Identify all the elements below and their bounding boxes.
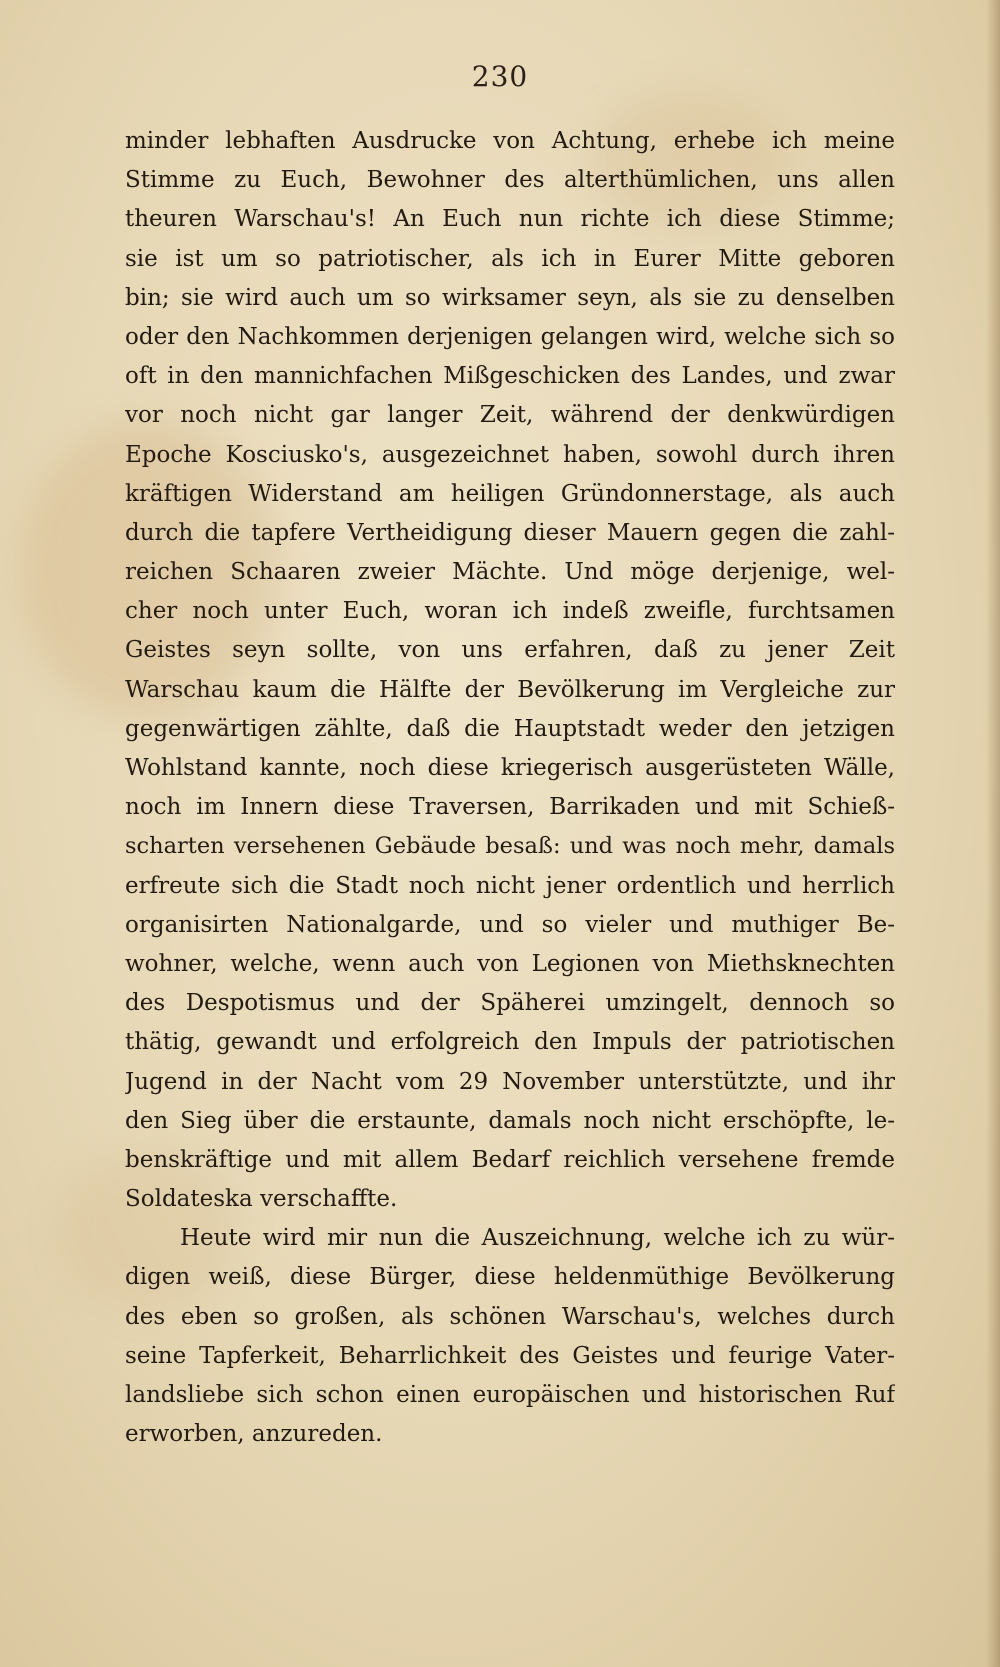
- text-line: bin; sie wird auch um so wirksamer seyn, als sie zu denselben: [125, 284, 895, 311]
- text-line: kräftigen Widerstand am heiligen Gründonnerstage, als auch: [125, 480, 895, 507]
- text-line: Warschau kaum die Hälfte der Bevölkerung im Vergleiche zur: [125, 676, 895, 703]
- text-line: landsliebe sich schon einen europäischen und historischen Ruf: [125, 1382, 895, 1408]
- text-line: reichen Schaaren zweier Mächte. Und möge derjenige, wel-: [125, 559, 895, 586]
- text-line: sie ist um so patriotischer, als ich in Eurer Mitte geboren: [125, 245, 895, 272]
- text-line: thätig, gewandt und erfolgreich den Impuls der patriotischen: [125, 1029, 895, 1056]
- text-line: Wohlstand kannte, noch diese kriegerisch ausgerüsteten Wälle,: [125, 755, 895, 781]
- text-line: vor noch nicht gar langer Zeit, während der denkwürdigen: [125, 402, 895, 429]
- text-line: des Despotismus und der Späherei umzingelt, dennoch so: [125, 990, 895, 1017]
- text-line: Epoche Kosciusko's, ausgezeichnet haben, sowohl durch ihren: [125, 441, 895, 468]
- text-line: erfreute sich die Stadt noch nicht jener ordentlich und herrlich: [125, 872, 895, 899]
- text-line: durch die tapfere Vertheidigung dieser Mauern gegen die zahl-: [125, 519, 895, 546]
- text-line-paragraph-start: Heute wird mir nun die Auszeichnung, welche ich zu wür-: [180, 1225, 895, 1252]
- page-number: 230: [471, 60, 529, 93]
- text-line: digen weiß, diese Bürger, diese heldenmüthige Bevölkerung: [125, 1264, 895, 1291]
- page-edge-shadow: [986, 0, 1000, 1667]
- text-line: cher noch unter Euch, woran ich indeß zweifle, furchtsamen: [125, 598, 895, 625]
- text-line-paragraph-end: Soldateska verschaffte.: [125, 1186, 398, 1213]
- text-line: noch im Innern diese Traversen, Barrikaden und mit Schieß-: [125, 794, 895, 821]
- text-line: oder den Nachkommen derjenigen gelangen wird, welche sich so: [125, 323, 895, 350]
- text-line: wohner, welche, wenn auch von Legionen von Miethsknechten: [125, 950, 895, 977]
- text-line: scharten versehenen Gebäude besaß: und was noch mehr, damals: [125, 833, 895, 860]
- text-line: minder lebhaften Ausdrucke von Achtung, erhebe ich meine: [125, 128, 895, 154]
- text-line: Jugend in der Nacht vom 29 November unterstützte, und ihr: [125, 1068, 895, 1095]
- text-line: theuren Warschau's! An Euch nun richte ich diese Stimme;: [125, 206, 895, 233]
- text-line: organisirten Nationalgarde, und so vieler und muthiger Be-: [125, 911, 895, 938]
- body-text: [125, 122, 895, 1454]
- text-line: benskräftige und mit allem Bedarf reichlich versehene fremde: [125, 1146, 895, 1173]
- text-line: seine Tapferkeit, Beharrlichkeit des Geistes und feurige Vater-: [125, 1342, 895, 1369]
- text-line: gegenwärtigen zählte, daß die Hauptstadt weder den jetzigen: [125, 715, 895, 742]
- text-line: des eben so großen, als schönen Warschau's, welches durch: [125, 1303, 895, 1330]
- text-line: Geistes seyn sollte, von uns erfahren, daß zu jener Zeit: [125, 637, 895, 664]
- text-line: oft in den mannichfachen Mißgeschicken des Landes, und zwar: [125, 363, 895, 390]
- text-line: Stimme zu Euch, Bewohner des alterthümlichen, uns allen: [125, 167, 895, 194]
- text-line: den Sieg über die erstaunte, damals noch nicht erschöpfte, le-: [125, 1107, 895, 1134]
- text-line-paragraph-end: erworben, anzureden.: [125, 1421, 383, 1448]
